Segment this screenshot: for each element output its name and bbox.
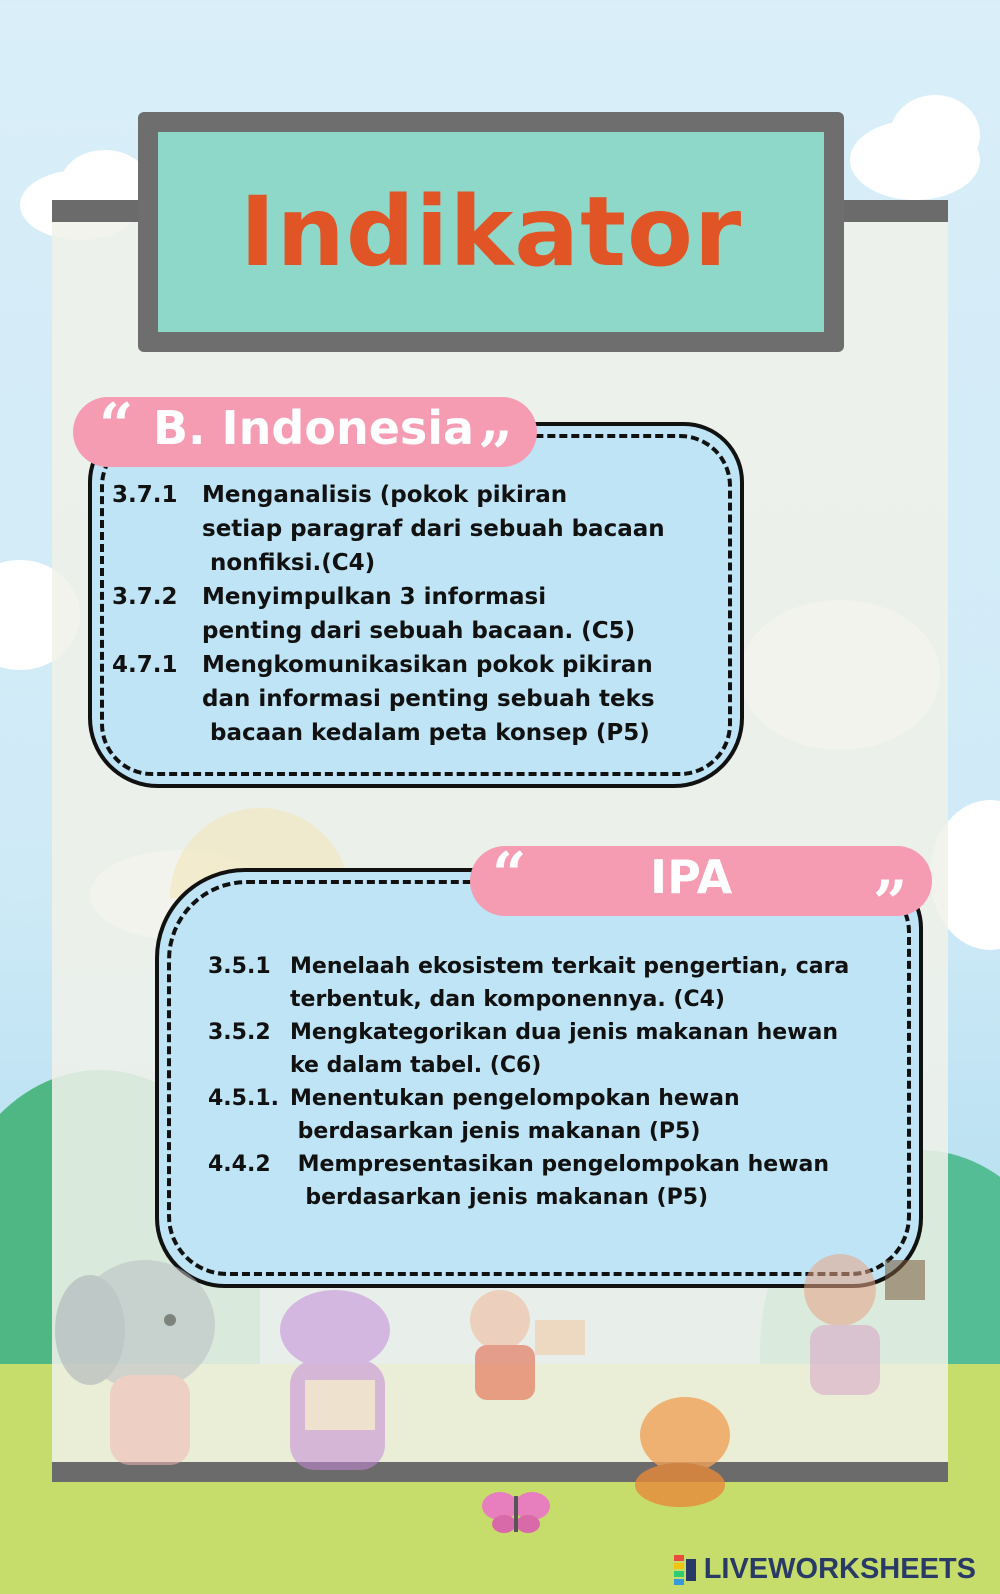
indicator-code: 4.7.1	[112, 652, 178, 678]
butterfly-icon	[480, 1488, 552, 1536]
list-item	[208, 1016, 898, 1082]
indicator-text: Mengkategorikan dua jenis makanan hewan	[290, 1020, 839, 1045]
indicator-text: terbentuk, dan komponennya. (C4)	[290, 987, 725, 1012]
indicator-text: Menentukan pengelompokan hewan	[290, 1086, 740, 1111]
list-item	[112, 648, 712, 750]
liveworksheets-logo-icon	[674, 1555, 698, 1585]
indicator-text: dan informasi penting sebuah teks	[202, 686, 655, 712]
list-item	[112, 478, 712, 580]
hippo-illustration	[265, 1280, 405, 1490]
indicator-text: nonfiksi.(C4)	[202, 550, 376, 576]
fox-illustration	[620, 1380, 750, 1510]
close-quote-icon: „	[479, 385, 514, 455]
page-title: Indikator	[239, 176, 743, 288]
logo-text: LIVEWORKSHEETS	[703, 1553, 976, 1585]
list-item	[208, 1148, 898, 1214]
indicator-list-b-indonesia	[112, 478, 712, 750]
indicator-text: setiap paragraf dari sebuah bacaan	[202, 516, 665, 542]
indicator-text: berdasarkan jenis makanan (P5)	[290, 1119, 701, 1144]
section-tag-b-indonesia	[73, 385, 537, 467]
section-heading: B. Indonesia	[153, 401, 475, 455]
indicator-code: 3.7.2	[112, 584, 178, 610]
list-item	[208, 950, 898, 1016]
indicator-text: bacaan kedalam peta konsep (P5)	[202, 720, 650, 746]
section-heading: IPA	[650, 850, 733, 904]
cloud-decoration	[890, 95, 980, 175]
open-quote-icon: “	[99, 391, 134, 461]
indicator-list-ipa	[208, 950, 898, 1214]
boy-reading-illustration	[440, 1280, 610, 1440]
elephant-illustration	[50, 1235, 250, 1475]
list-item	[112, 580, 712, 648]
indicator-code: 3.5.2	[208, 1020, 271, 1045]
indicator-text: Mengkomunikasikan pokok pikiran	[202, 652, 653, 678]
indicator-text: Mempresentasikan pengelompokan hewan	[290, 1152, 830, 1177]
close-quote-icon: „	[874, 834, 909, 904]
indicator-text: Menganalisis (pokok pikiran	[202, 482, 568, 508]
indicator-text: berdasarkan jenis makanan (P5)	[290, 1185, 709, 1210]
indicator-code: 3.7.1	[112, 482, 178, 508]
title-banner	[158, 132, 824, 332]
list-item	[208, 1082, 898, 1148]
indicator-text: Menelaah ekosistem terkait pengertian, cara	[290, 954, 850, 979]
open-quote-icon: “	[492, 840, 527, 910]
section-tag-ipa	[470, 834, 932, 916]
girl-running-illustration	[740, 1240, 940, 1460]
indicator-code: 4.4.2	[208, 1152, 271, 1177]
indicator-text: penting dari sebuah bacaan. (C5)	[202, 618, 636, 644]
indicator-text: ke dalam tabel. (C6)	[290, 1053, 542, 1078]
indicator-code: 3.5.1	[208, 954, 271, 979]
indicator-code: 4.5.1.	[208, 1086, 279, 1111]
indicator-text: Menyimpulkan 3 informasi	[202, 584, 547, 610]
liveworksheets-logo	[674, 1553, 976, 1586]
